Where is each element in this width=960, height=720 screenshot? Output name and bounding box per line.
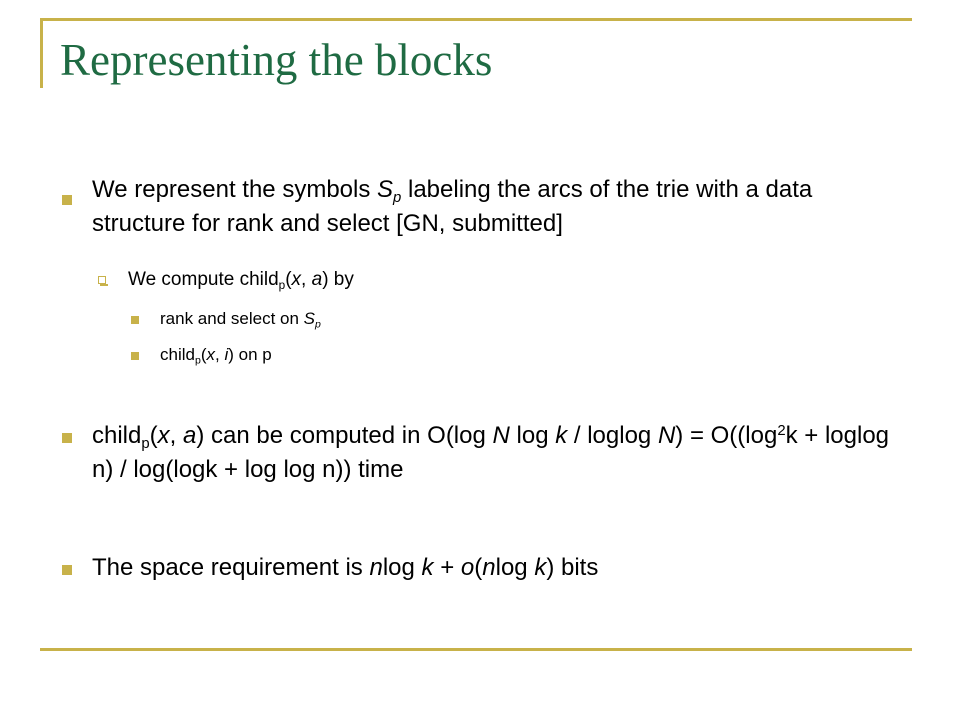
accent-vertical-line bbox=[40, 18, 43, 88]
sub-sub-bullet-rank-select: rank and select on $S_p$ bbox=[160, 309, 321, 331]
bullet-square-icon bbox=[62, 195, 72, 205]
accent-top-line bbox=[40, 18, 912, 21]
bullet-symbols-representation: We represent the symbols $S_p$ labeling the arcs of the trie with a data structure for rank and select [GN, submitted] bbox=[92, 176, 813, 237]
bullet-square-icon bbox=[131, 316, 139, 324]
sub-bullet-hollow-square-icon bbox=[98, 276, 106, 284]
sub-sub-bullet-child-on-p: child$_p$(x, i) on p bbox=[160, 345, 272, 367]
bullet-space-requirement: The space requirement is nlog k + o(nlog k) bits bbox=[92, 554, 599, 581]
bullet-square-icon bbox=[62, 433, 72, 443]
accent-bottom-line bbox=[40, 648, 912, 651]
sub-bullet-compute-child: We compute child$_p$(x, a) by bbox=[128, 269, 354, 293]
bullet-square-icon bbox=[62, 565, 72, 575]
slide-title: Representing the blocks bbox=[60, 35, 493, 85]
bullet-complexity: child$_p$(x, a) can be computed in O(log N log k / loglog $N) = O((\log^2k + loglog$ n) / log(logk + log log n)) time bbox=[92, 422, 890, 483]
bullet-square-icon bbox=[131, 352, 139, 360]
